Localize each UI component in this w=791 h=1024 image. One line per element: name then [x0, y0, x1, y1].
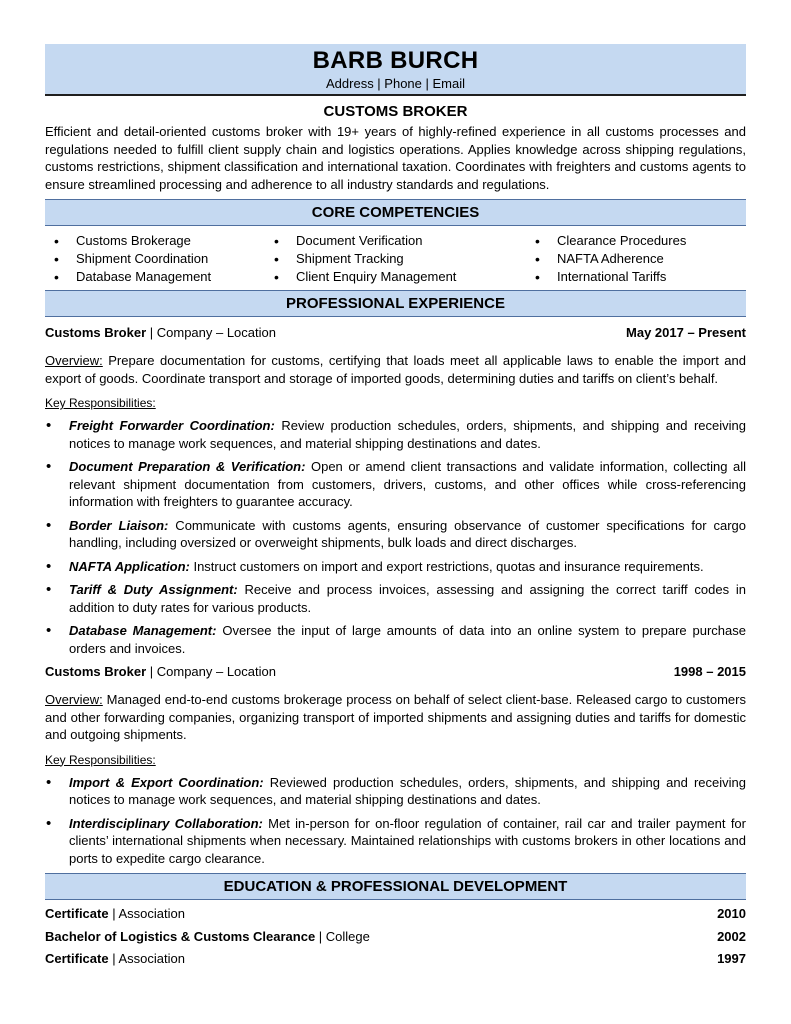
competency-column-2 — [271, 232, 532, 286]
summary-paragraph: Efficient and detail-oriented customs broker with 19+ years of highly-refined experience in all customs processes and regulations needed to fulfill client supply chain and logistics operations. Applies knowledge across shipping regulations, customs restrictions, shipment classification and international taxation. Coordinates with freighters and customs agents to ensure streamlined processing and adherence to all industry standards and regulations. — [45, 124, 746, 192]
education-name: Certificate — [45, 906, 109, 921]
education-heading: EDUCATION & PROFESSIONAL DEVELOPMENT — [45, 873, 746, 900]
responsibility-lead: NAFTA Application: — [69, 558, 190, 574]
education-list — [45, 903, 746, 971]
competencies-grid — [45, 226, 746, 290]
responsibility-item — [45, 458, 746, 511]
job-company: | Company – Location — [146, 325, 276, 340]
responsibility-lead: Interdisciplinary Collaboration: — [69, 815, 263, 831]
candidate-name: BARB BURCH — [312, 47, 479, 74]
education-item — [45, 926, 746, 949]
education-entry — [45, 926, 370, 949]
overview-text: Managed end-to-end customs brokerage process on behalf of select client-base. Released cargo to customers and other forwarding companies, organizing transport of imported shipments and assigning duties and tariffs for domestic and outgoing shipments. — [45, 692, 746, 742]
responsibility-text: Communicate with customs agents, ensuring observance of customer specifications for cargo handling, including oversized or overweight shipments, bulk loads and direct discharges. — [69, 517, 746, 550]
job-position — [45, 663, 276, 681]
overview-label: Overview: — [45, 353, 103, 368]
education-entry — [45, 948, 185, 971]
competency-item: • Customs Brokerage — [51, 232, 271, 250]
responsibility-text: Review production schedules, orders, shipments, and shipping and receiving notices to manage work sequences, and material shipping destinations and dates. — [69, 418, 746, 451]
resume-title: CUSTOMS BROKER — [323, 103, 468, 120]
education-name: Bachelor of Logistics & Customs Clearance — [45, 928, 316, 944]
resume-page — [45, 44, 746, 971]
responsibility-text: Instruct customers on import and export restrictions, quotas and insurance requirements. — [189, 558, 704, 574]
responsibility-item — [45, 815, 746, 868]
competencies-heading: CORE COMPETENCIES — [45, 199, 746, 226]
responsibility-item — [45, 774, 746, 809]
experience-heading: PROFESSIONAL EXPERIENCE — [45, 290, 746, 317]
competency-item: • NAFTA Adherence — [532, 250, 746, 268]
responsibility-item — [45, 581, 746, 616]
job-header — [45, 663, 746, 681]
responsibilities-label: Key Responsibilities: — [45, 752, 156, 767]
education-org: | College — [315, 928, 370, 944]
education-item — [45, 948, 746, 971]
competency-item: • Shipment Coordination — [51, 250, 271, 268]
job-overview — [45, 352, 746, 387]
responsibility-lead: Border Liaison: — [69, 517, 169, 533]
responsibility-lead: Freight Forwarder Coordination: — [69, 418, 275, 433]
responsibilities-label: Key Responsibilities: — [45, 396, 156, 410]
job-position — [45, 324, 276, 342]
job-overview — [45, 691, 746, 744]
competency-item: • Database Management — [51, 268, 271, 286]
responsibilities-list — [45, 417, 746, 657]
competency-item: • Client Enquiry Management — [271, 268, 532, 286]
job-title: Customs Broker — [45, 664, 147, 679]
responsibility-lead: Database Management: — [69, 623, 217, 638]
responsibility-text: Open or amend client transactions and validate information, collecting all relevant shipment documentation from customers, drivers, customs, and other offices while cross-referencing information with freighters to guarantee accuracy. — [69, 459, 746, 509]
overview-label: Overview: — [45, 692, 103, 707]
education-entry — [45, 903, 185, 926]
responsibility-lead: Tariff & Duty Assignment: — [69, 582, 238, 597]
competency-item: • Clearance Procedures — [532, 232, 746, 250]
header-band — [45, 44, 746, 96]
education-org: | Association — [108, 906, 185, 921]
education-year: 1997 — [717, 951, 746, 966]
education-org: | Association — [108, 951, 185, 966]
competency-item: • Document Verification — [271, 232, 532, 250]
contact-line: Address | Phone | Email — [326, 76, 465, 91]
competency-item: • Shipment Tracking — [271, 250, 532, 268]
responsibility-item — [45, 558, 746, 576]
responsibilities-list — [45, 774, 746, 868]
education-year: 2010 — [717, 906, 746, 921]
competency-column-3 — [532, 232, 746, 286]
education-year: 2002 — [717, 928, 746, 944]
job-title: Customs Broker — [45, 325, 147, 340]
job-company: | Company – Location — [146, 664, 276, 679]
responsibility-text: Receive and process invoices, assessing and assigning the correct tariff codes in addition to duty rates for various products. — [69, 582, 746, 615]
job-header — [45, 324, 746, 342]
responsibility-lead: Import & Export Coordination: — [69, 774, 264, 790]
job-dates: 1998 – 2015 — [673, 664, 746, 679]
responsibility-item — [45, 517, 746, 552]
responsibility-text: Oversee the input of large amounts of data into an online system to prepare purchase orders and invoices. — [69, 623, 746, 656]
job-dates: May 2017 – Present — [626, 325, 746, 340]
education-name: Certificate — [45, 951, 109, 966]
responsibility-item — [45, 622, 746, 657]
education-item — [45, 903, 746, 926]
responsibility-item — [45, 417, 746, 452]
competency-item: • International Tariffs — [532, 268, 746, 286]
responsibility-text: Met in-person for on-floor regulation of container, rail car and trailer payment for clients’ international shipments when necessary. Maintained relationships with customs brokers in other locations and ports to expedite cargo clearance. — [69, 815, 746, 866]
responsibility-lead: Document Preparation & Verification: — [69, 459, 306, 474]
overview-text: Prepare documentation for customs, certifying that loads meet all applicable laws to enable the import and export of goods. Coordinate transport and storage of imported goods, determining duties and tariffs on client’s behalf. — [45, 353, 746, 386]
competency-column-1 — [51, 232, 271, 286]
responsibility-text: Reviewed production schedules, orders, shipments, and shipping and receiving notices to manage work sequences, and material shipping destinations and dates. — [69, 774, 747, 807]
